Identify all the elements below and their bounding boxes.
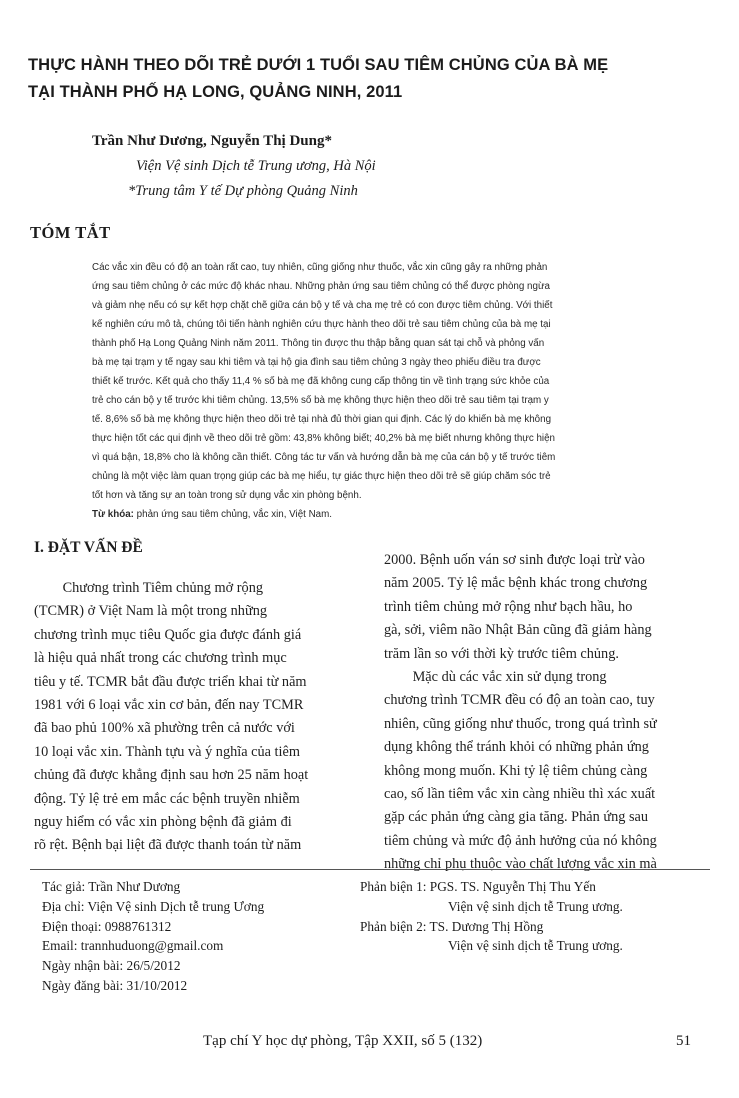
keywords-line — [92, 505, 710, 524]
body-line: chương trình mục tiêu Quốc gia được đánh giá — [34, 626, 302, 643]
author-contact — [42, 877, 264, 996]
body-column-right — [384, 549, 704, 877]
body-line: chủng đã được khẳng định sau hơn 25 năm hoạt — [34, 767, 309, 784]
title-line-1: THỰC HÀNH THEO DÕI TRẺ DƯỚI 1 TUỔI SAU TIÊM CHỦNG CỦA BÀ MẸ — [28, 56, 609, 74]
body-line: trình tiêm chủng mở rộng như bạch hầu, ho — [384, 598, 633, 615]
footnote-divider — [30, 869, 710, 870]
body-line: dụng không thể tránh khỏi có những phản ứng — [384, 739, 649, 756]
abstract-line: vì quá bận, 18,8% cho là không cần thiết. Công tác tư vấn và hướng dẫn bà mẹ của cán bộ y tế trước tiêm — [92, 452, 556, 463]
body-line: tiêu y tế. TCMR bắt đầu được triển khai từ năm — [34, 673, 307, 690]
abstract-line: thực hiện tốt các qui định về theo dõi trẻ gồm: 43,8% không biết; 40,2% bà mẹ biết nhưng không thực hiện — [92, 433, 556, 444]
footer-received-date: Ngày nhận bài: 26/5/2012 — [42, 958, 181, 974]
footer-phone: Điện thoại: 0988761312 — [42, 918, 172, 934]
abstract-line: chủng là một việc làm quan trọng giúp các bà mẹ hiểu, tự giác thực hiện theo dõi trẻ sẽ giúp chăm sóc trẻ — [92, 471, 551, 482]
keywords: phản ứng sau tiêm chủng, vắc xin, Việt Nam. — [136, 509, 333, 520]
body-line: năm 2005. Tỷ lệ mắc bệnh khác trong chương — [384, 575, 648, 592]
abstract-line: trẻ cho cán bộ y tế trước khi tiêm chủng. 13,5% số bà mẹ không thực hiện theo dõi trẻ sau tiêm tại trạm y — [92, 395, 549, 406]
reviewer-2-institution: Viện vệ sinh dịch tễ Trung ương. — [448, 938, 623, 954]
title-line-2: TẠI THÀNH PHỐ HẠ LONG, QUẢNG NINH, 2011 — [28, 83, 403, 101]
body-line: Mặc dù các vắc xin sử dụng trong — [384, 669, 607, 686]
body-line: 2000. Bệnh uốn ván sơ sinh được loại trừ vào — [384, 552, 645, 568]
abstract-line: tốt hơn và tăng sự an toàn trong sử dụng vắc xin phòng bệnh. — [92, 490, 362, 501]
body-line: Chương trình Tiêm chủng mở rộng — [34, 580, 263, 596]
affiliation-1: Viện Vệ sinh Dịch tễ Trung ương, Hà Nội — [136, 158, 376, 174]
reviewer-1: Phản biện 1: PGS. TS. Nguyễn Thị Thu Yến — [360, 879, 596, 894]
section-heading: I. ĐẶT VẤN ĐỀ — [34, 539, 143, 556]
body-line: trăm lần so với thời kỳ trước tiêm chủng. — [384, 645, 619, 662]
body-line: là hiệu quả nhất trong các chương trình mục — [34, 650, 287, 667]
body-line: cao, số lần tiêm vắc xin càng nhiều thì xác xuất — [384, 786, 656, 803]
body-line: gà, sởi, viêm não Nhật Bản cũng đã giảm hàng — [384, 622, 652, 639]
body-line: 10 loại vắc xin. Thành tựu và ý nghĩa của tiêm — [34, 743, 300, 760]
body-line: tiêm chủng và mức độ ảnh hưởng của nó không — [384, 832, 657, 849]
body-line: 1981 với 6 loại vắc xin cơ bản, đến nay TCMR — [34, 697, 304, 714]
body-line: rõ rệt. Bệnh bại liệt đã được thanh toán từ năm — [34, 837, 302, 854]
reviewer-1-institution: Viện vệ sinh dịch tễ Trung ương. — [448, 898, 623, 914]
abstract-line: và giảm nhẹ nếu có sự kết hợp chặt chẽ giữa cán bộ y tế và cha mẹ trẻ có con được tiêm chủng. Với thiết — [92, 300, 553, 311]
body-line: gặp các phản ứng càng gia tăng. Phản ứng sau — [384, 809, 649, 826]
keywords-label: Từ khóa: — [92, 509, 134, 520]
page-number: 51 — [676, 1033, 691, 1049]
body-line: nguy hiểm có vắc xin phòng bệnh đã giảm đi — [34, 814, 292, 831]
abstract-heading: TÓM TẮT — [30, 223, 111, 242]
abstract-line: thiết kế trước. Kết quả cho thấy 11,4 % số bà mẹ đã không cung cấp thông tin về tình trạng sức khỏe của — [92, 376, 550, 387]
journal-footer: Tạp chí Y học dự phòng, Tập XXII, số 5 (132) — [203, 1033, 483, 1049]
article-title — [28, 52, 718, 106]
abstract-line: ứng sau tiêm chủng ở các mức độ khác nhau. Những phản ứng sau tiêm chủng có thể được phòng ngừa — [92, 281, 550, 292]
footer-author: Tác giả: Trần Như Dương — [42, 879, 181, 894]
reviewers — [360, 877, 623, 956]
footer-published-date: Ngày đăng bài: 31/10/2012 — [42, 977, 188, 993]
abstract — [92, 258, 710, 524]
abstract-line: bà mẹ tại trạm y tế ngay sau khi tiêm và tại hộ gia đình sau tiêm chủng 3 ngày theo phiếu điều tra được — [92, 357, 541, 368]
authors: Trần Như Dương, Nguyễn Thị Dung* — [92, 133, 332, 149]
reviewer-2: Phản biện 2: TS. Dương Thị Hồng — [360, 918, 544, 934]
abstract-line: Các vắc xin đều có độ an toàn rất cao, tuy nhiên, cũng giống như thuốc, vắc xin cũng gây ra những phản — [92, 262, 548, 273]
abstract-line: tế. 8,6% số bà mẹ không thực hiện theo dõi trẻ tại nhà đủ thời gian qui định. Các lý do khiến bà mẹ không — [92, 414, 552, 425]
body-line: không mong muốn. Khi tỷ lệ tiêm chủng càng — [384, 762, 648, 779]
body-line: động. Tỷ lệ trẻ em mắc các bệnh truyền nhiễm — [34, 790, 300, 807]
footer-address: Địa chỉ: Viện Vệ sinh Dịch tễ trung Ương — [42, 898, 265, 914]
body-line: (TCMR) ở Việt Nam là một trong những — [34, 603, 267, 620]
abstract-line: thành phố Hạ Long Quảng Ninh năm 2011. Thông tin được thu thập bằng quan sát tại chỗ và phỏng vấn — [92, 338, 545, 349]
body-line: đã bao phủ 100% xã phường trên cả nước với — [34, 720, 295, 737]
body-line: những chỉ phụ thuộc vào chất lượng vắc xin mà — [384, 856, 657, 873]
body-line: chương trình TCMR đều có độ an toàn cao, tuy — [384, 692, 655, 709]
body-line: nhiên, cũng giống như thuốc, trong quá trình sử — [384, 715, 657, 732]
abstract-line: kế nghiên cứu mô tả, chúng tôi tiến hành nghiên cứu thực hành theo dõi trẻ sau tiêm chủng của bà mẹ tại — [92, 319, 551, 330]
body-column-left — [34, 577, 364, 858]
affiliation-2: *Trung tâm Y tế Dự phòng Quảng Ninh — [128, 183, 358, 199]
footer-email: Email: trannhuduong@gmail.com — [42, 938, 224, 954]
